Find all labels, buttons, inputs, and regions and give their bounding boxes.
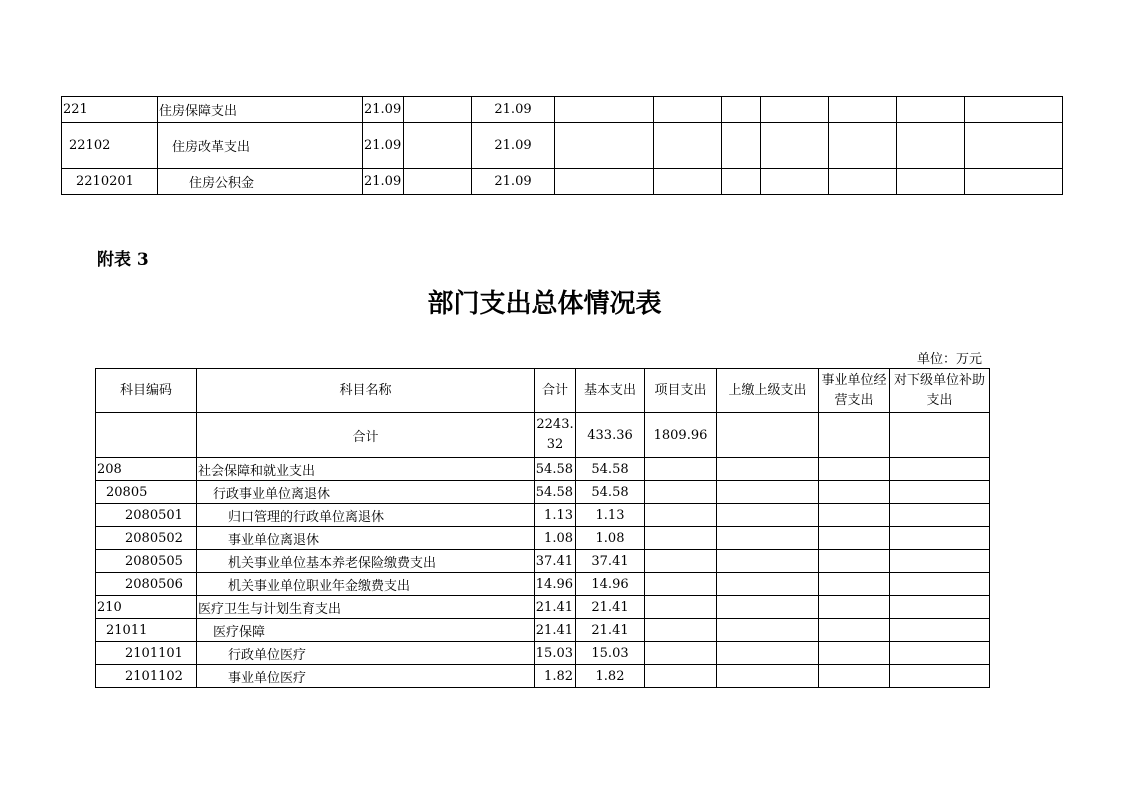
name-cell: 机关事业单位职业年金缴费支出 (197, 573, 535, 596)
table-row (62, 169, 1063, 195)
empty-cell (897, 123, 965, 169)
table-row (96, 481, 990, 504)
empty-cell (761, 169, 829, 195)
expenditure-summary-table (95, 368, 990, 688)
name-cell: 归口管理的行政单位离退休 (197, 504, 535, 527)
header-name: 科目名称 (197, 369, 535, 413)
empty-cell (897, 97, 965, 123)
name-cell: 行政事业单位离退休 (197, 481, 535, 504)
basic-cell: 21.09 (472, 97, 555, 123)
unit-label: 单位：万元 (917, 352, 983, 367)
empty-cell (555, 169, 654, 195)
basic-cell: 54.58 (576, 458, 645, 481)
empty-cell (965, 123, 1063, 169)
name-cell: 事业单位医疗 (197, 665, 535, 688)
header-code: 科目编码 (96, 369, 197, 413)
name-cell: 住房公积金 (158, 169, 363, 195)
code-cell: 2080502 (96, 527, 197, 550)
empty-cell (819, 665, 890, 688)
basic-cell: 21.41 (576, 619, 645, 642)
empty-cell (890, 642, 990, 665)
total-cell: 21.41 (535, 596, 576, 619)
header-subsidy: 对下级单位补助支出 (890, 369, 990, 413)
code-cell: 22102 (62, 123, 158, 169)
empty-cell (819, 504, 890, 527)
empty-cell (829, 169, 897, 195)
table-row (96, 642, 990, 665)
empty-cell (890, 550, 990, 573)
total-cell: 54.58 (535, 481, 576, 504)
empty-cell (404, 97, 472, 123)
basic-cell: 1.08 (576, 527, 645, 550)
basic-cell: 54.58 (576, 481, 645, 504)
empty-cell (654, 169, 722, 195)
total-cell: 21.09 (363, 123, 404, 169)
code-cell: 2101102 (96, 665, 197, 688)
empty-cell (761, 97, 829, 123)
empty-cell (654, 123, 722, 169)
basic-cell: 14.96 (576, 573, 645, 596)
empty-cell (890, 665, 990, 688)
total-cell: 54.58 (535, 458, 576, 481)
empty-cell (819, 596, 890, 619)
empty-cell (890, 458, 990, 481)
empty-cell (645, 596, 717, 619)
basic-cell: 21.09 (472, 169, 555, 195)
header-basic: 基本支出 (576, 369, 645, 413)
empty-cell (645, 550, 717, 573)
table-row (96, 665, 990, 688)
empty-cell (717, 481, 819, 504)
total-cell: 1.08 (535, 527, 576, 550)
empty-cell (890, 619, 990, 642)
empty-cell (555, 97, 654, 123)
empty-cell (555, 123, 654, 169)
total-cell: 21.41 (535, 619, 576, 642)
empty-cell (717, 458, 819, 481)
sum-label: 合计 (197, 413, 535, 458)
basic-cell: 21.09 (472, 123, 555, 169)
empty-cell (890, 596, 990, 619)
empty-cell (965, 97, 1063, 123)
sum-project: 1809.96 (645, 413, 717, 458)
table-row (96, 504, 990, 527)
empty-cell (645, 665, 717, 688)
appendix-label: 附表 3 (97, 250, 149, 270)
empty-cell (819, 550, 890, 573)
empty-cell (890, 413, 990, 458)
code-cell: 21011 (96, 619, 197, 642)
empty-cell (722, 123, 761, 169)
empty-cell (717, 619, 819, 642)
code-cell: 2080501 (96, 504, 197, 527)
empty-cell (717, 573, 819, 596)
header-upper: 上缴上级支出 (717, 369, 819, 413)
code-cell: 210 (96, 596, 197, 619)
table-row (62, 97, 1063, 123)
empty-cell (645, 527, 717, 550)
table-row (96, 458, 990, 481)
table-row (96, 596, 990, 619)
code-cell: 2080505 (96, 550, 197, 573)
table-row (96, 619, 990, 642)
empty-cell (717, 550, 819, 573)
total-cell: 1.82 (535, 665, 576, 688)
basic-cell: 1.82 (576, 665, 645, 688)
table-row (96, 527, 990, 550)
name-cell: 社会保障和就业支出 (197, 458, 535, 481)
name-cell: 行政单位医疗 (197, 642, 535, 665)
empty-cell (819, 573, 890, 596)
empty-cell (645, 481, 717, 504)
total-cell: 21.09 (363, 169, 404, 195)
header-business: 事业单位经营支出 (819, 369, 890, 413)
basic-cell: 15.03 (576, 642, 645, 665)
name-cell: 住房改革支出 (158, 123, 363, 169)
empty-cell (717, 527, 819, 550)
empty-cell (819, 458, 890, 481)
total-cell: 21.09 (363, 97, 404, 123)
empty-cell (404, 123, 472, 169)
empty-cell (404, 169, 472, 195)
empty-cell (645, 504, 717, 527)
table-row (62, 123, 1063, 169)
page-title: 部门支出总体情况表 (427, 289, 662, 319)
header-project: 项目支出 (645, 369, 717, 413)
continued-expenditure-table (61, 96, 1063, 195)
empty-cell (890, 527, 990, 550)
empty-cell (645, 458, 717, 481)
empty-cell (890, 504, 990, 527)
empty-cell (722, 169, 761, 195)
empty-cell (819, 413, 890, 458)
empty-cell (819, 619, 890, 642)
empty-cell (722, 97, 761, 123)
code-cell: 208 (96, 458, 197, 481)
code-cell: 2080506 (96, 573, 197, 596)
empty-cell (717, 665, 819, 688)
empty-cell (819, 527, 890, 550)
name-cell: 医疗卫生与计划生育支出 (197, 596, 535, 619)
empty-cell (819, 481, 890, 504)
empty-cell (890, 573, 990, 596)
name-cell: 机关事业单位基本养老保险缴费支出 (197, 550, 535, 573)
empty-cell (645, 619, 717, 642)
code-cell: 221 (62, 97, 158, 123)
empty-cell (897, 169, 965, 195)
name-cell: 医疗保障 (197, 619, 535, 642)
total-cell: 15.03 (535, 642, 576, 665)
table-row (96, 573, 990, 596)
empty-cell (819, 642, 890, 665)
basic-cell: 21.41 (576, 596, 645, 619)
empty-cell (654, 97, 722, 123)
total-cell: 1.13 (535, 504, 576, 527)
code-cell: 20805 (96, 481, 197, 504)
empty-cell (965, 169, 1063, 195)
code-cell: 2210201 (62, 169, 158, 195)
basic-cell: 1.13 (576, 504, 645, 527)
empty-cell (829, 97, 897, 123)
empty-cell (645, 573, 717, 596)
empty-cell (645, 642, 717, 665)
total-cell: 37.41 (535, 550, 576, 573)
empty-cell (717, 596, 819, 619)
empty-cell (717, 504, 819, 527)
empty-cell (890, 481, 990, 504)
sum-row (96, 413, 990, 458)
table-row (96, 550, 990, 573)
sum-basic: 433.36 (576, 413, 645, 458)
code-cell: 2101101 (96, 642, 197, 665)
header-total: 合计 (535, 369, 576, 413)
name-cell: 住房保障支出 (158, 97, 363, 123)
empty-cell (829, 123, 897, 169)
header-row (96, 369, 990, 413)
empty-cell (717, 413, 819, 458)
empty-cell (96, 413, 197, 458)
empty-cell (717, 642, 819, 665)
empty-cell (761, 123, 829, 169)
total-cell: 14.96 (535, 573, 576, 596)
basic-cell: 37.41 (576, 550, 645, 573)
name-cell: 事业单位离退休 (197, 527, 535, 550)
sum-total: 2243.32 (535, 413, 576, 458)
